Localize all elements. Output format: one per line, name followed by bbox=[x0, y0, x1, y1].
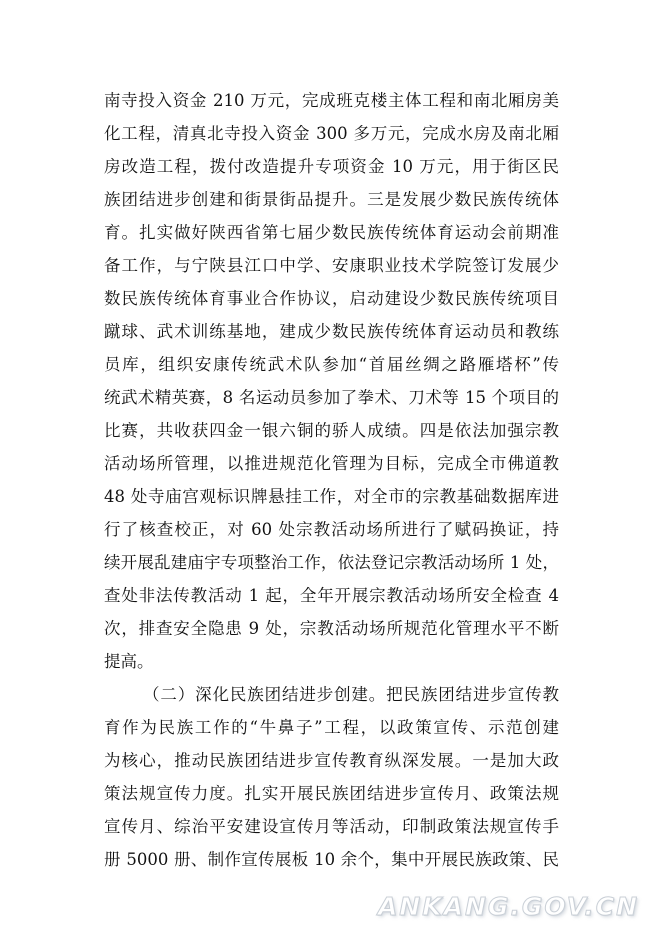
text-line: 宣传月、综治平安建设宣传月等活动，印制政策法规宣传手 bbox=[104, 817, 559, 836]
text-line: 育作为民族工作的“牛鼻子”工程，以政策宣传、示范创建 bbox=[104, 718, 559, 737]
text-line: 为核心，推动民族团结进步宣传教育纵深发展。一是加大政 bbox=[104, 751, 559, 770]
text-line: 员库，组织安康传统武术队参加“首届丝绸之路雁塔杯”传 bbox=[104, 355, 559, 374]
text-line: 比赛，共收获四金一银六铜的骄人成绩。四是依法加强宗教 bbox=[104, 421, 559, 440]
text-line: 行了核查校正，对 60 处宗教活动场所进行了赋码换证，持 bbox=[104, 520, 559, 539]
text-line: 提高。 bbox=[104, 652, 154, 671]
text-line: 备工作，与宁陕县江口中学、安康职业技术学院签订发展少 bbox=[104, 256, 559, 275]
text-line: 育。扎实做好陕西省第七届少数民族传统体育运动会前期准 bbox=[104, 223, 559, 242]
text-line: 策法规宣传力度。扎实开展民族团结进步宣传月、政策法规 bbox=[104, 784, 559, 803]
section-heading-line: （二）深化民族团结进步创建。把民族团结进步宣传教 bbox=[143, 685, 559, 704]
text-line: 化工程，清真北寺投入资金 300 多万元，完成水房及南北厢 bbox=[104, 124, 559, 143]
text-line: 房改造工程，拨付改造提升专项资金 10 万元，用于街区民 bbox=[104, 157, 559, 176]
text-line: 活动场所管理，以推进规范化管理为目标，完成全市佛道教 bbox=[104, 454, 559, 473]
text-line: 册 5000 册、制作宣传展板 10 余个，集中开展民族政策、民 bbox=[104, 850, 559, 869]
text-line: 数民族传统体育事业合作协议，启动建设少数民族传统项目 bbox=[104, 289, 559, 308]
text-line: 族团结进步创建和街景街品提升。三是发展少数民族传统体 bbox=[104, 190, 559, 209]
text-line: 48 处寺庙宫观标识牌悬挂工作，对全市的宗教基础数据库进 bbox=[104, 487, 559, 506]
text-line: 续开展乱建庙宇专项整治工作，依法登记宗教活动场所 1 处， bbox=[104, 553, 559, 572]
text-line: 查处非法传教活动 1 起，全年开展宗教活动场所安全检查 4 bbox=[104, 586, 559, 605]
site-watermark: ANKANG.GOV.CN bbox=[377, 892, 639, 921]
text-line: 南寺投入资金 210 万元，完成班克楼主体工程和南北厢房美 bbox=[104, 91, 559, 110]
text-line: 次，排查安全隐患 9 处，宗教活动场所规范化管理水平不断 bbox=[104, 619, 559, 638]
text-line: 蹴球、武术训练基地，建成少数民族传统体育运动员和教练 bbox=[104, 322, 559, 341]
text-line: 统武术精英赛，8 名运动员参加了拳术、刀术等 15 个项目的 bbox=[104, 388, 559, 407]
